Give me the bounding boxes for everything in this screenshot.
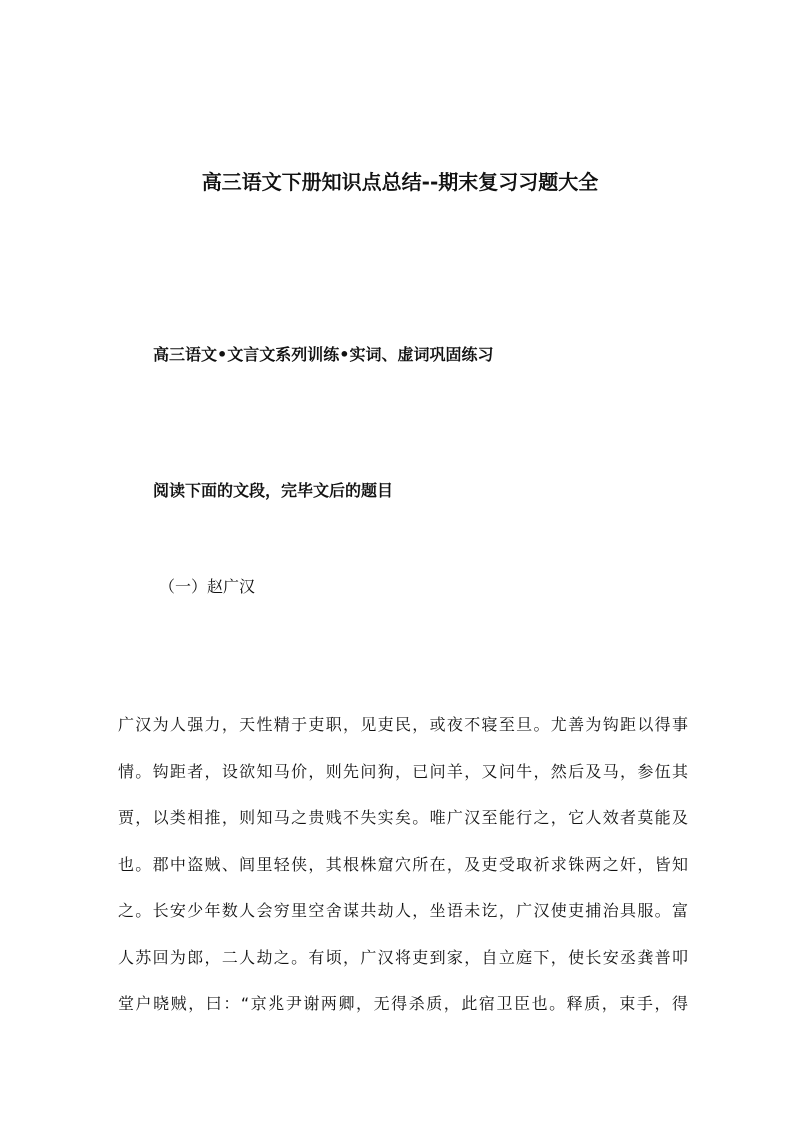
document-subtitle: 高三语文•文言文系列训练•实词、虚词巩固练习 [153,345,494,364]
body-line: 广汉为人强力，天性精于吏职，见吏民，或夜不寝至旦。尤善为钩距以得事 [118,715,688,734]
body-paragraph [118,713,688,1039]
body-line: 贾，以类相推，则知马之贵贱不失实矣。唯广汉至能行之，它人效者莫能及 [118,808,688,827]
body-line: 堂户晓贼，曰：“京兆尹谢两卿，无得杀质，此宿卫臣也。释质，束手，得 [118,994,688,1013]
body-line: 人苏回为郎，二人劫之。有顷，广汉将吏到家，自立庭下，使长安丞龚普叩 [118,947,688,967]
body-line: 之。长安少年数人会穷里空舍谋共劫人，坐语未讫，广汉使吏捕治具服。富 [118,901,688,920]
body-line: 也。郡中盗贼、闾里轻侠，其根株窟穴所在，及吏受取祈求铢两之奸，皆知 [118,854,688,874]
body-line: 情。钩距者，设欲知马价，则先问狗，已问羊，又问牛，然后及马，参伍其 [118,761,688,781]
section-heading: （一）赵广汉 [159,577,256,596]
reading-instruction: 阅读下面的文段，完毕文后的题目 [153,481,394,500]
document-title: 高三语文下册知识点总结--期末复习习题大全 [201,170,599,194]
